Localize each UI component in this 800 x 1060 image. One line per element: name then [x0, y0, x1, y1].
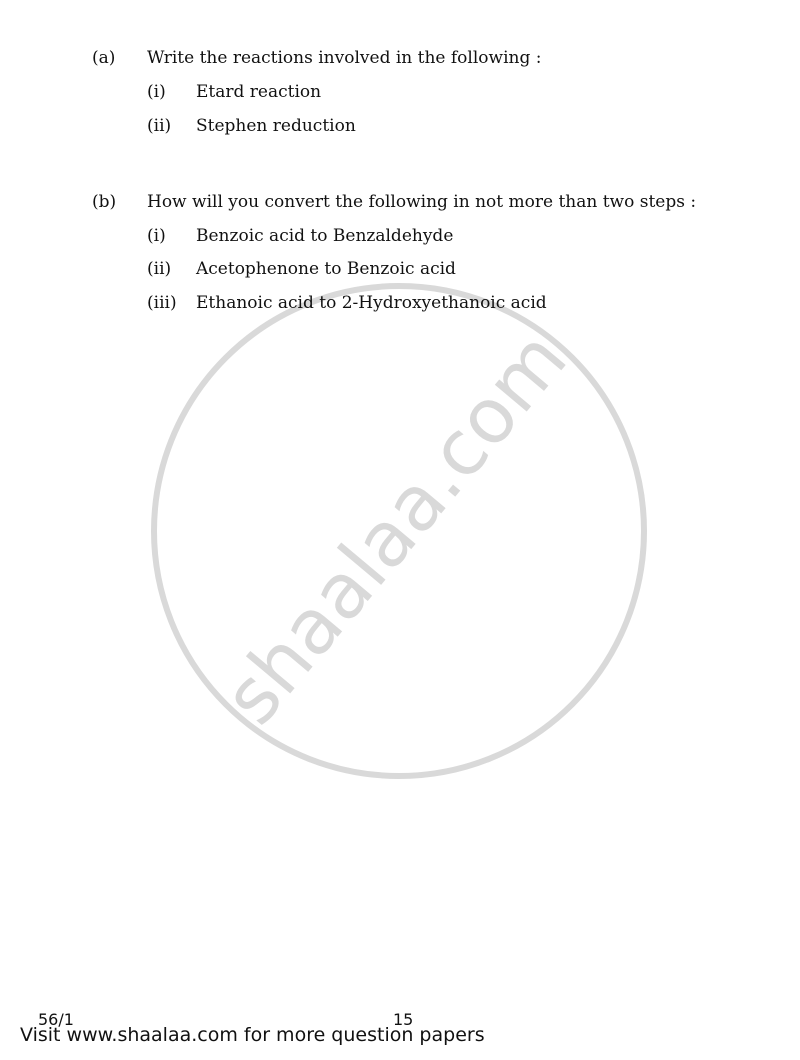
question-b-item-2-text: Acetophenone to Benzoic acid	[196, 259, 456, 279]
question-a-item-1-number: (i)	[147, 82, 166, 102]
question-b-item-1-number: (i)	[147, 226, 166, 246]
question-a-item-1-text: Etard reaction	[196, 82, 322, 102]
question-b-item-3-text: Ethanoic acid to 2-Hydroxyethanoic acid	[196, 293, 547, 313]
footer-visit-link[interactable]: Visit www.shaalaa.com for more question papers	[20, 1024, 485, 1046]
question-a-item-2-number: (ii)	[147, 116, 172, 136]
question-a-label: (a)	[92, 48, 116, 68]
question-b-item-3-number: (iii)	[147, 293, 177, 313]
paper-code: 56/1	[38, 1010, 74, 1029]
question-b-item-2-number: (ii)	[147, 259, 172, 279]
shaalaa-watermark	[150, 282, 648, 780]
watermark-text: shaalaa.com	[205, 314, 584, 741]
page-number: 15	[393, 1010, 414, 1029]
watermark-circle	[154, 286, 644, 776]
question-b-label: (b)	[92, 192, 117, 212]
question-a-text: Write the reactions involved in the following :	[147, 48, 542, 68]
question-a-item-2-text: Stephen reduction	[196, 116, 356, 136]
question-b-text: How will you convert the following in not more than two steps :	[147, 192, 697, 212]
question-b-item-1-text: Benzoic acid to Benzaldehyde	[196, 226, 454, 246]
